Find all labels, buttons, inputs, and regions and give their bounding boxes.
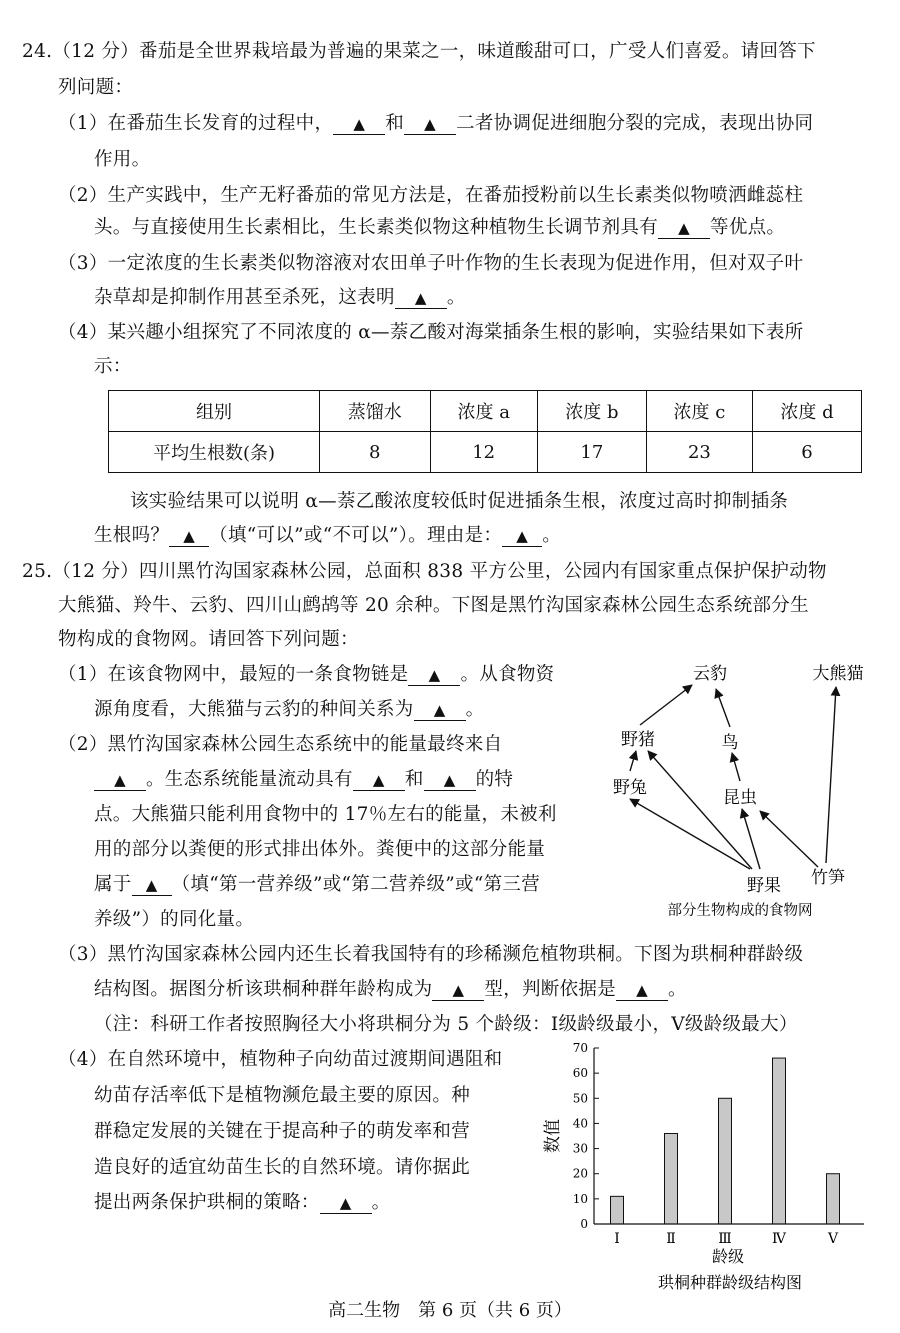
q25-line1: 25.（12 分）四川黑竹沟国家森林公园，总面积 838 平方公里，公园内有国家重点保护保护动物: [22, 561, 827, 582]
q24-part4: （4）某兴趣小组探究了不同浓度的 α—萘乙酸对海棠插条生根的影响，实验结果如下表所: [58, 322, 804, 343]
q24-part3-cont: 杂草却是抑制作用甚至杀死，这表明 ▲ 。: [94, 287, 466, 308]
table-cell: 17: [537, 432, 646, 473]
node-yetu: 野兔: [613, 778, 647, 798]
q25-part3-cont: 结构图。据图分析该珙桐种群年龄构成为 ▲ 型，判断依据是 ▲ 。: [94, 979, 687, 1000]
answer-blank[interactable]: ▲: [333, 114, 385, 135]
table-header-cell: 浓度 b: [537, 391, 646, 432]
node-zhusun: 竹笋: [811, 868, 845, 888]
q25-part2-cont4: 属于 ▲ （填“第一营养级”或“第二营养级”或“第三营: [94, 874, 540, 895]
node-niao: 鸟: [721, 733, 739, 753]
y-tick-label: 70: [572, 1041, 588, 1055]
q25-part3: （3）黑竹沟国家森林公园内还生长着我国特有的珍稀濒危植物珙桐。下图为珙桐种群龄级: [58, 944, 804, 965]
q24-line2: 列问题：: [58, 77, 134, 98]
table-header-cell: 组别: [109, 391, 320, 432]
x-tick-label: Ⅲ: [718, 1231, 732, 1247]
age-structure-bar-chart: [543, 1040, 870, 1330]
q25-line3: 物构成的食物网。请回答下列问题：: [58, 629, 359, 650]
table-row: [109, 432, 862, 473]
bar: [827, 1174, 840, 1224]
table-cell: 12: [430, 432, 537, 473]
q24-part4-question: 该实验结果可以说明 α—萘乙酸浓度较低时促进插条生根，浓度过高时抑制插条: [130, 491, 789, 512]
q24-part4-question-cont: 生根吗？ ▲ （填“可以”或“不可以”）。理由是： ▲ 。: [94, 525, 561, 546]
node-kunchong: 昆虫: [723, 788, 757, 808]
y-axis-label: 数值: [543, 1119, 563, 1153]
food-web-caption: 部分生物构成的食物网: [667, 903, 813, 919]
answer-blank[interactable]: ▲: [404, 114, 456, 135]
q25-part4-cont2: 群稳定发展的关键在于提高种子的萌发率和营: [94, 1121, 471, 1142]
y-tick-label: 50: [572, 1091, 588, 1106]
q25-part4-cont4: 提出两条保护珙桐的策略： ▲ 。: [94, 1192, 391, 1213]
q25-part1-cont: 源角度看，大熊猫与云豹的种间关系为 ▲ 。: [94, 699, 485, 720]
q24-part3: （3）一定浓度的生长素类似物溶液对农田单子叶作物的生长表现为促进作用，但对双子叶: [58, 253, 804, 274]
q25-part4: （4）在自然环境中，植物种子向幼苗过渡期间遇阻和: [58, 1049, 503, 1070]
answer-blank[interactable]: ▲: [414, 700, 466, 721]
x-tick-label: Ⅴ: [827, 1231, 839, 1247]
y-tick-label: 0: [580, 1217, 588, 1231]
x-axis-label: 龄级: [711, 1247, 745, 1266]
table-header-cell: 浓度 d: [752, 391, 861, 432]
answer-blank[interactable]: ▲: [169, 526, 209, 547]
answer-blank[interactable]: ▲: [408, 665, 460, 686]
table-cell: 8: [320, 432, 431, 473]
q25-part2: （2）黑竹沟国家森林公园生态系统中的能量最终来自: [58, 734, 503, 755]
q24-part1: （1）在番茄生长发育的过程中， ▲ 和 ▲ 二者协调促进细胞分裂的完成，表现出协同: [58, 113, 814, 134]
answer-blank[interactable]: ▲: [424, 770, 476, 791]
table-cell: 23: [646, 432, 752, 473]
x-tick-label: Ⅱ: [666, 1231, 676, 1247]
q25-part2-cont1: ▲ 。生态系统能量流动具有 ▲ 和 ▲ 的特: [94, 768, 513, 792]
y-tick-label: 10: [572, 1191, 588, 1206]
x-tick-label: Ⅰ: [614, 1231, 620, 1247]
q25-part4-cont3: 造良好的适宜幼苗生长的自然环境。请你据此: [94, 1157, 471, 1178]
chart-title: 珙桐种群龄级结构图: [657, 1273, 803, 1292]
answer-blank[interactable]: ▲: [432, 980, 484, 1001]
answer-blank[interactable]: ▲: [502, 526, 542, 547]
rooting-table: [108, 390, 862, 473]
q24-part2-cont: 头。与直接使用生长素相比，生长素类似物这种植物生长调节剂具有 ▲ 等优点。: [94, 217, 786, 238]
y-tick-label: 20: [572, 1166, 588, 1181]
q24-part2: （2）生产实践中，生产无籽番茄的常见方法是，在番茄授粉前以生长素类似物喷洒雌蕊柱: [58, 185, 804, 206]
bar: [611, 1196, 624, 1224]
table-header-cell: 蒸馏水: [320, 391, 431, 432]
food-web-arrows: [630, 685, 836, 869]
q25-part3-note: （注：科研工作者按照胸径大小将珙桐分为 5 个龄级：Ⅰ级龄级最小，Ⅴ级龄级最大）: [94, 1014, 798, 1035]
answer-blank[interactable]: ▲: [320, 1193, 372, 1214]
food-web-diagram: [600, 655, 880, 925]
y-tick-label: 60: [572, 1066, 588, 1081]
answer-blank[interactable]: ▲: [616, 980, 668, 1001]
table-cell: 6: [752, 432, 861, 473]
bar: [773, 1058, 786, 1224]
page-footer: 高二生物 第 6 页（共 6 页）: [328, 1300, 572, 1321]
q25-part4-cont1: 幼苗存活率低下是植物濒危最主要的原因。种: [94, 1085, 471, 1106]
node-yunbao: 云豹: [693, 664, 727, 684]
q24-part4-cont: 示：: [94, 356, 132, 377]
bar: [665, 1133, 678, 1224]
q24-part1-cont: 作用。: [94, 149, 151, 170]
q25-line2: 大熊猫、羚牛、云豹、四川山鹧鸪等 20 余种。下图是黑竹沟国家森林公园生态系统部分生: [58, 595, 809, 616]
node-yeguo: 野果: [747, 876, 781, 896]
answer-blank[interactable]: ▲: [94, 770, 146, 791]
y-tick-label: 30: [572, 1141, 588, 1156]
answer-blank[interactable]: ▲: [132, 875, 172, 896]
q24-line1: 24.（12 分）番茄是全世界栽培最为普遍的果菜之一，味道酸甜可口，广受人们喜爱。请回答下: [22, 41, 816, 62]
node-yezhu: 野猪: [621, 730, 655, 750]
answer-blank[interactable]: ▲: [658, 218, 710, 239]
table-header-cell: 浓度 c: [646, 391, 752, 432]
answer-blank[interactable]: ▲: [353, 770, 405, 791]
q25-part2-cont3: 用的部分以粪便的形式排出体外。粪便中的这部分能量: [94, 839, 546, 860]
x-tick-label: Ⅳ: [772, 1231, 786, 1247]
bar: [719, 1098, 732, 1224]
table-header-cell: 浓度 a: [430, 391, 537, 432]
q25-part1: （1）在该食物网中，最短的一条食物链是 ▲ 。从食物资: [58, 664, 555, 685]
y-tick-label: 40: [572, 1116, 588, 1131]
q25-part2-cont2: 点。大熊猫只能利用食物中的 17％左右的能量，未被利: [94, 804, 557, 825]
table-header-row: [109, 391, 862, 432]
table-row-label: 平均生根数(条): [109, 432, 320, 473]
answer-blank[interactable]: ▲: [395, 288, 447, 309]
node-daxiongmao: 大熊猫: [812, 664, 864, 684]
q25-part2-cont5: 养级”）的同化量。: [94, 909, 255, 930]
